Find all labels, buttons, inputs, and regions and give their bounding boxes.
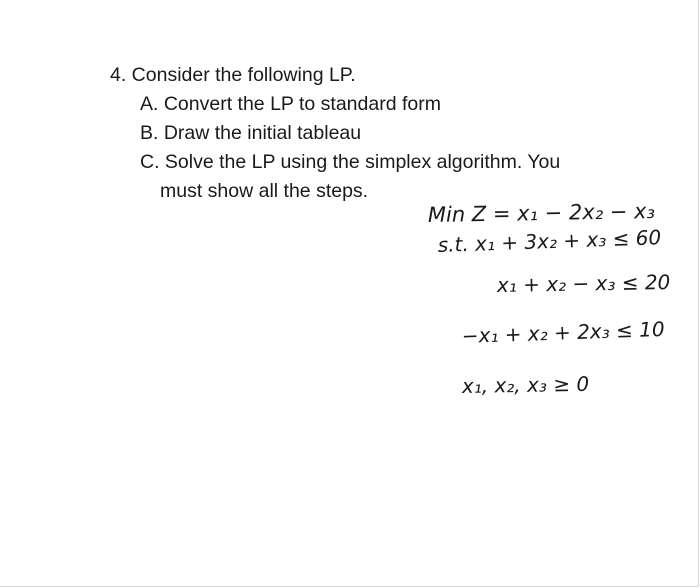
lp-constraint-1: s.t. x₁ + 3x₂ + x₃ ≤ 60 (437, 225, 662, 257)
lp-constraint-2: x₁ + x₂ − x₃ ≤ 20 (496, 269, 671, 297)
lp-constraint-3: −x₁ + x₂ + 2x₃ ≤ 10 (461, 316, 665, 348)
question-title: 4. Consider the following LP. (110, 64, 356, 86)
lp-objective: Min Z = x₁ − 2x₂ − x₃ (427, 199, 656, 227)
lp-nonnegativity: x₁, x₂, x₃ ≥ 0 (461, 371, 590, 398)
question-part-c-continued: must show all the steps. (160, 180, 369, 202)
question-part-b: B. Draw the initial tableau (140, 122, 362, 144)
question-part-a: A. Convert the LP to standard form (140, 93, 441, 115)
question-part-c: C. Solve the LP using the simplex algorithm. You (140, 151, 561, 173)
